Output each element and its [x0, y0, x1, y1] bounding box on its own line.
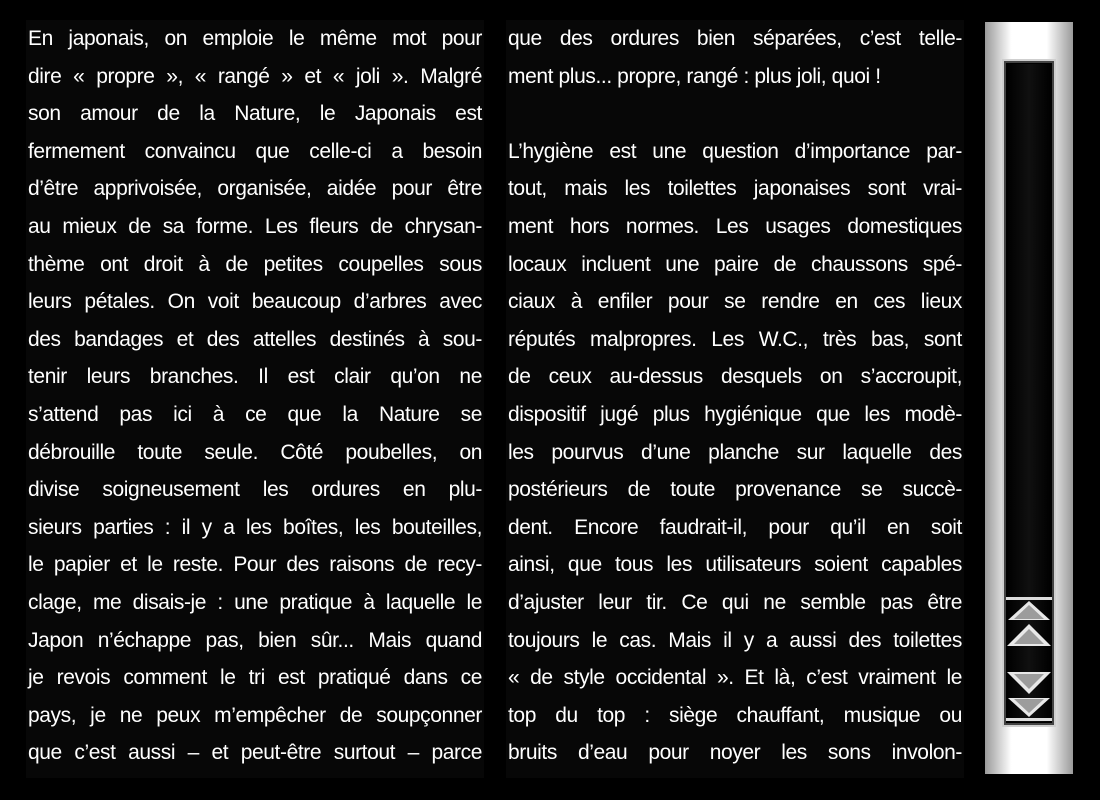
paragraph: [508, 133, 962, 772]
chevron-down-icon: [1004, 670, 1054, 696]
text-line: Japon n’échappe pas, bien sûr... Mais quand: [28, 628, 482, 652]
text-line: je revois comment le tri est pratiqué dans ce: [28, 666, 482, 690]
text-line: dispositif jugé plus hygiénique que les modè-: [508, 402, 962, 426]
text-line: ciaux à enfiler pour se rendre en ces lieux: [508, 290, 962, 314]
text-line: clage, me disais-je : une pratique à laquelle le: [28, 590, 482, 614]
chevron-up-icon: [1004, 622, 1054, 648]
text-line: thème ont droit à de petites coupelles sous: [28, 252, 482, 276]
scroll-to-top-button[interactable]: [1004, 596, 1054, 622]
scroll-up-button[interactable]: [1004, 622, 1054, 648]
text-line: le papier et le reste. Pour des raisons de recy-: [28, 553, 482, 577]
text-line: que c’est aussi – et peut-être surtout – parce: [28, 741, 482, 765]
text-line: de ceux au-dessus desquels on s’accroupit,: [508, 365, 962, 389]
text-line: ment hors normes. Les usages domestiques: [508, 214, 962, 238]
text-line: débrouille toute seule. Côté poubelles, on: [28, 440, 482, 464]
text-line: des bandages et des attelles destinés à sou-: [28, 327, 482, 351]
text-line: ainsi, que tous les utilisateurs soient capables: [508, 553, 962, 577]
double-chevron-down-icon: [1004, 696, 1054, 722]
double-chevron-up-icon: [1004, 596, 1054, 622]
paragraph-break: [508, 95, 962, 133]
text-line: tout, mais les toilettes japonaises sont vrai-: [508, 177, 962, 201]
text-line: divise soigneusement les ordures en plu-: [28, 478, 482, 502]
text-line: ment plus... propre, rangé : plus joli, quoi !: [508, 64, 881, 88]
text-line: sieurs parties : il y a les boîtes, les bouteilles,: [28, 515, 482, 539]
text-line: son amour de la Nature, le Japonais est: [28, 102, 482, 126]
scroll-down-button[interactable]: [1004, 670, 1054, 696]
text-line: pays, je ne peux m’empêcher de soupçonner: [28, 703, 482, 727]
text-line: s’attend pas ici à ce que la Nature se: [28, 402, 482, 426]
text-line: fermement convaincu que celle-ci a besoin: [28, 139, 482, 163]
text-line: tenir leurs branches. Il est clair qu’on ne: [28, 365, 482, 389]
text-line: les pourvus d’une planche sur laquelle des: [508, 440, 962, 464]
text-line: que des ordures bien séparées, c’est telle-: [508, 27, 962, 50]
text-line: top du top : siège chauffant, musique ou: [508, 703, 962, 727]
text-line: toujours le cas. Mais il y a aussi des toilettes: [508, 628, 962, 652]
text-line: L’hygiène est une question d’importance par-: [508, 139, 962, 163]
text-line: « de style occidental ». Et là, c’est vraiment le: [508, 666, 962, 690]
scroll-to-bottom-button[interactable]: [1004, 696, 1054, 722]
text-line: dent. Encore faudrait-il, pour qu’il en soit: [508, 515, 962, 539]
text-line: d’ajuster leur tir. Ce qui ne semble pas être: [508, 590, 962, 614]
text-line: locaux incluent une paire de chaussons spé-: [508, 252, 962, 276]
text-line: au mieux de sa forme. Les fleurs de chrysan-: [28, 214, 482, 238]
text-column-left: [26, 20, 484, 778]
text-line: dire « propre », « rangé » et « joli ». Malgré: [28, 64, 482, 88]
text-column-right: [506, 20, 964, 778]
text-line: En japonais, on emploie le même mot pour: [28, 27, 482, 50]
paragraph-continued: [508, 20, 962, 95]
text-line: réputés malpropres. Les W.C., très bas, sont: [508, 327, 962, 351]
text-line: bruits d’eau pour noyer les sons involon-: [508, 741, 962, 765]
text-line: postérieurs de toute provenance se succè-: [508, 478, 962, 502]
text-line: leurs pétales. On voit beaucoup d’arbres avec: [28, 290, 482, 314]
paragraph: [28, 20, 482, 772]
text-line: d’être apprivoisée, organisée, aidée pour être: [28, 177, 482, 201]
